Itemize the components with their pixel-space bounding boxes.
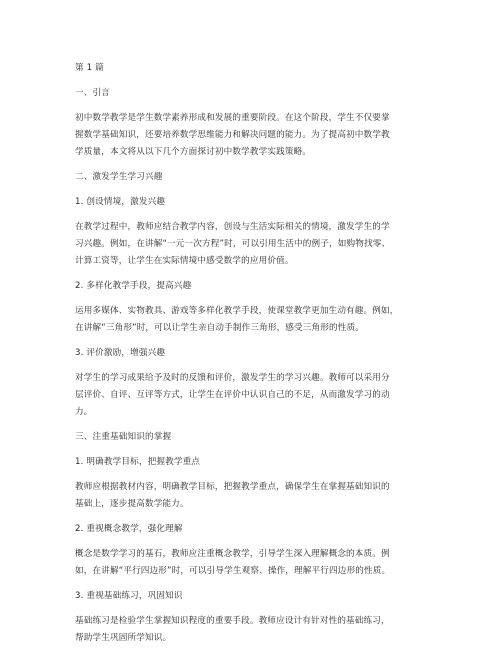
- paragraph-line: 帮助学生巩固所学知识。: [75, 633, 172, 643]
- paragraph-line: 基础练习是检验学生掌握知识程度的重要手段。教师应设计有针对性的基础练习，: [75, 616, 390, 626]
- paragraph-line: 教师应根据教材内容，明确教学目标，把握教学重点，确保学生在掌握基础知识的: [75, 482, 390, 492]
- section-heading-basics: 三、注重基础知识的掌握: [75, 432, 172, 442]
- paragraph-line: 力。: [75, 407, 93, 417]
- section-heading-interest: 二、激发学生学习兴趣: [75, 172, 163, 182]
- paragraph-line: 学质量，本文将从以下几个方面探讨初中数学教学实践策略。: [75, 147, 312, 157]
- subsection-title: 2. 重视概念教学，强化理解: [75, 524, 183, 534]
- subsection-title: 2. 多样化教学手段，提高兴趣: [75, 281, 192, 291]
- subsection-title: 1. 明确教学目标，把握教学重点: [75, 457, 201, 467]
- paragraph-line: 对学生的学习成果给予及时的反馈和评价，激发学生的学习兴趣。教师可以采用分: [75, 373, 390, 383]
- paragraph-line: 如，在讲解“平行四边形”时，可以引导学生观察、操作，理解平行四边形的性质。: [75, 566, 391, 576]
- paragraph-line: 运用多媒体、实物教具、游戏等多样化教学手段，使课堂教学更加生动有趣。例如，: [75, 306, 399, 316]
- subsection-title: 1. 创设情境，激发兴趣: [75, 197, 166, 207]
- section-heading-intro: 一、引言: [75, 88, 110, 98]
- intro-paragraph: [75, 110, 442, 161]
- paragraph-line: 在讲解“三角形”时，可以让学生亲自动手制作三角形，感受三角形的性质。: [75, 323, 365, 333]
- paragraph-line: 初中数学教学是学生数学素养形成和发展的重要阶段。在这个阶段，学生不仅要掌: [75, 113, 390, 123]
- subsection-paragraph: [75, 219, 442, 270]
- subsection-paragraph: [75, 303, 442, 337]
- paragraph-line: 概念是数学学习的基石，教师应注重概念教学，引导学生深入理解概念的本质。例: [75, 549, 390, 559]
- paragraph-line: 基础上，逐步提高数学能力。: [75, 499, 189, 509]
- subsection-paragraph: [75, 370, 442, 421]
- paragraph-line: 在教学过程中，教师应结合教学内容，创设与生活实际相关的情境，激发学生的学: [75, 222, 390, 232]
- paragraph-line: 计算工资等，让学生在实际情境中感受数学的应用价值。: [75, 256, 294, 266]
- paragraph-line: 握数学基础知识，还要培养数学思维能力和解决问题的能力。为了提高初中数学教: [75, 130, 390, 140]
- subsection-paragraph: [75, 613, 442, 647]
- chapter-title: 第 1 篇: [75, 63, 104, 73]
- subsection-title: 3. 重视基础练习，巩固知识: [75, 591, 183, 601]
- subsection-paragraph: [75, 479, 442, 513]
- subsection-paragraph: [75, 546, 442, 580]
- paragraph-line: 习兴趣。例如，在讲解“一元一次方程”时，可以引用生活中的例子，如购物找零、: [75, 239, 391, 249]
- paragraph-line: 层评价、自评、互评等方式，让学生在评价中认识自己的不足，从而激发学习的动: [75, 390, 390, 400]
- subsection-title: 3. 评价激励，增强兴趣: [75, 348, 166, 358]
